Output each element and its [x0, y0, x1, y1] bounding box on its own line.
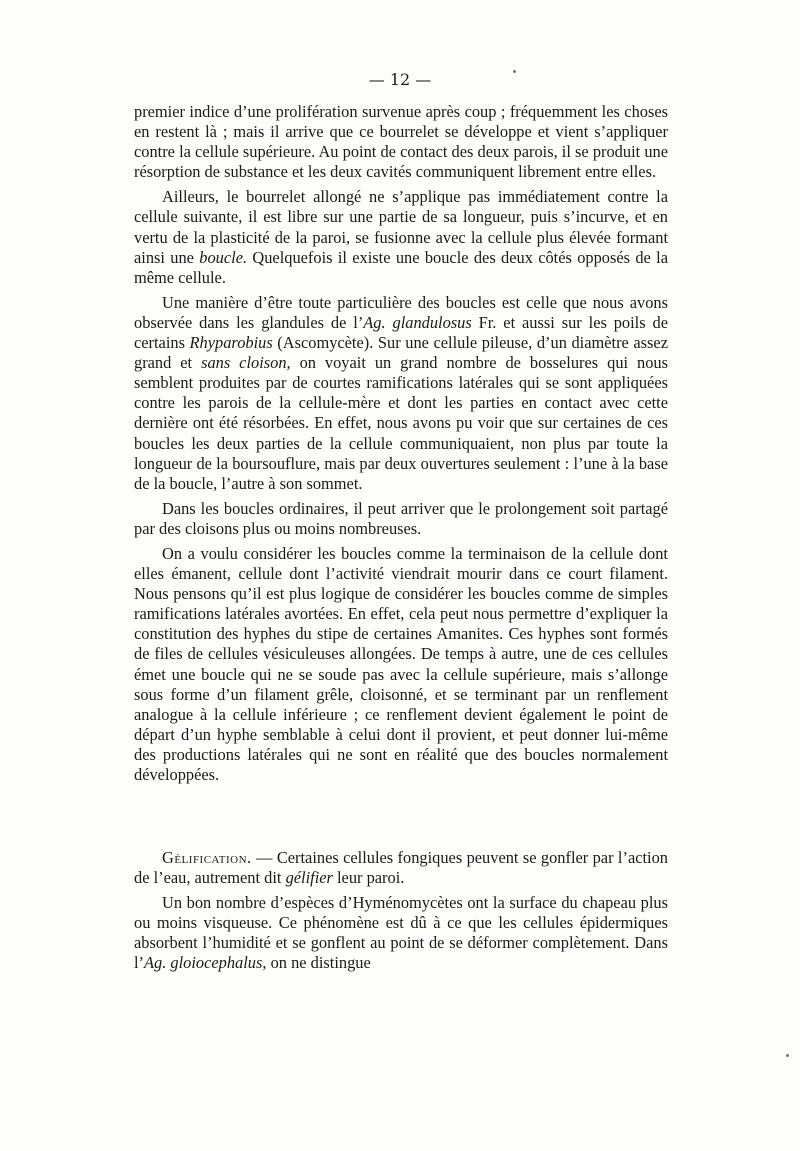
emphasis: Rhyparobius: [189, 333, 273, 353]
paragraph: Un bon nombre d’espèces d’Hyménomycètes ont la surface du chapeau plus ou moins visqueuse. Ce phénomène est dû à ce que les cellules épidermiques absorbent l’humidité et se gonflent au point de se déformer complètement. Dans l’Ag. gloiocephalus, on ne distingue: [134, 893, 668, 973]
emphasis: sans cloison,: [201, 353, 291, 373]
emphasis: gélifier: [285, 868, 333, 888]
body-text: [134, 102, 668, 790]
paper-speck: [786, 1054, 789, 1057]
paper-speck: [513, 70, 516, 73]
paragraph: Gélification. — Certaines cellules fongiques peuvent se gonfler par l’action de l’eau, autrement dit gélifier leur paroi.: [134, 848, 668, 888]
section-heading: Gélification.: [162, 848, 252, 867]
paragraph: Ailleurs, le bourrelet allongé ne s’applique pas immédiatement contre la cellule suivante, il est libre sur une partie de sa longueur, puis s’incurve, et en vertu de la plasticité de la paroi, se fusionne avec la cellule plus élevée formant ainsi une boucle. Quelquefois il existe une boucle des deux côtés opposés de la même cellule.: [134, 187, 668, 287]
emphasis: Ag. gloiocephalus: [144, 953, 263, 973]
paragraph: On a voulu considérer les boucles comme la terminaison de la cellule dont elles émanent, cellule dont l’activité viendrait mourir dans ce court filament. Nous pensons qu’il est plus logique de considérer les boucles comme de simples ramifications latérales avortées. En effet, cela peut nous permettre d’expliquer la constitution des hyphes du stipe de certaines Amanites. Ces hyphes sont formés de files de cellules vésiculeuses allongées. De temps à autre, une de ces cellules émet une boucle qui ne se soude pas avec la cellule supérieure, mais s’allonge sous forme d’un filament grêle, cloisonné, et se terminant par un renflement analogue à la cellule inférieure ; ce renflement devient également le point de départ d’un hyphe semblable à celui dont il provient, et peut donner lui-même des productions latérales qui ne sont en réalité que des boucles normalement développées.: [134, 543, 668, 784]
emphasis: Ag. glandulosus: [363, 312, 472, 332]
section-gelification: [134, 848, 668, 979]
paragraph: Une manière d’être toute particulière des boucles est celle que nous avons observée dans les glandules de l’Ag. glandulosus Fr. et aussi sur les poils de certains Rhyparobius (Ascomycète). Sur une cellule pileuse, d’un diamètre assez grand et sans cloison, on voyait un grand nombre de bosselures qui nous semblent produites par de courtes ramifications latérales qui se sont appliquées contre les parois de la cellule-mère et dont les parties en contact avec cette dernière ont été résorbées. En effet, nous avons pu voir que sur certaines de ces boucles les deux parties de la cellule communiquaient, non plus par toute la longueur de la boursouflure, mais par deux ouvertures seulement : l’une à la base de la boucle, l’autre à son sommet.: [134, 292, 668, 493]
paragraph: Dans les boucles ordinaires, il peut arriver que le prolongement soit partagé par des cloisons plus ou moins nombreuses.: [134, 498, 668, 538]
paragraph: premier indice d’une prolifération survenue après coup ; fréquemment les choses en restent là ; mais il arrive que ce bourrelet se développe et vient s’appliquer contre la cellule supérieure. Au point de contact des deux parois, il se produit une résorption de substance et les deux cavités communiquent librement entre elles.: [134, 102, 668, 182]
emphasis: boucle.: [199, 247, 248, 267]
page-number: — 12 —: [368, 70, 432, 89]
